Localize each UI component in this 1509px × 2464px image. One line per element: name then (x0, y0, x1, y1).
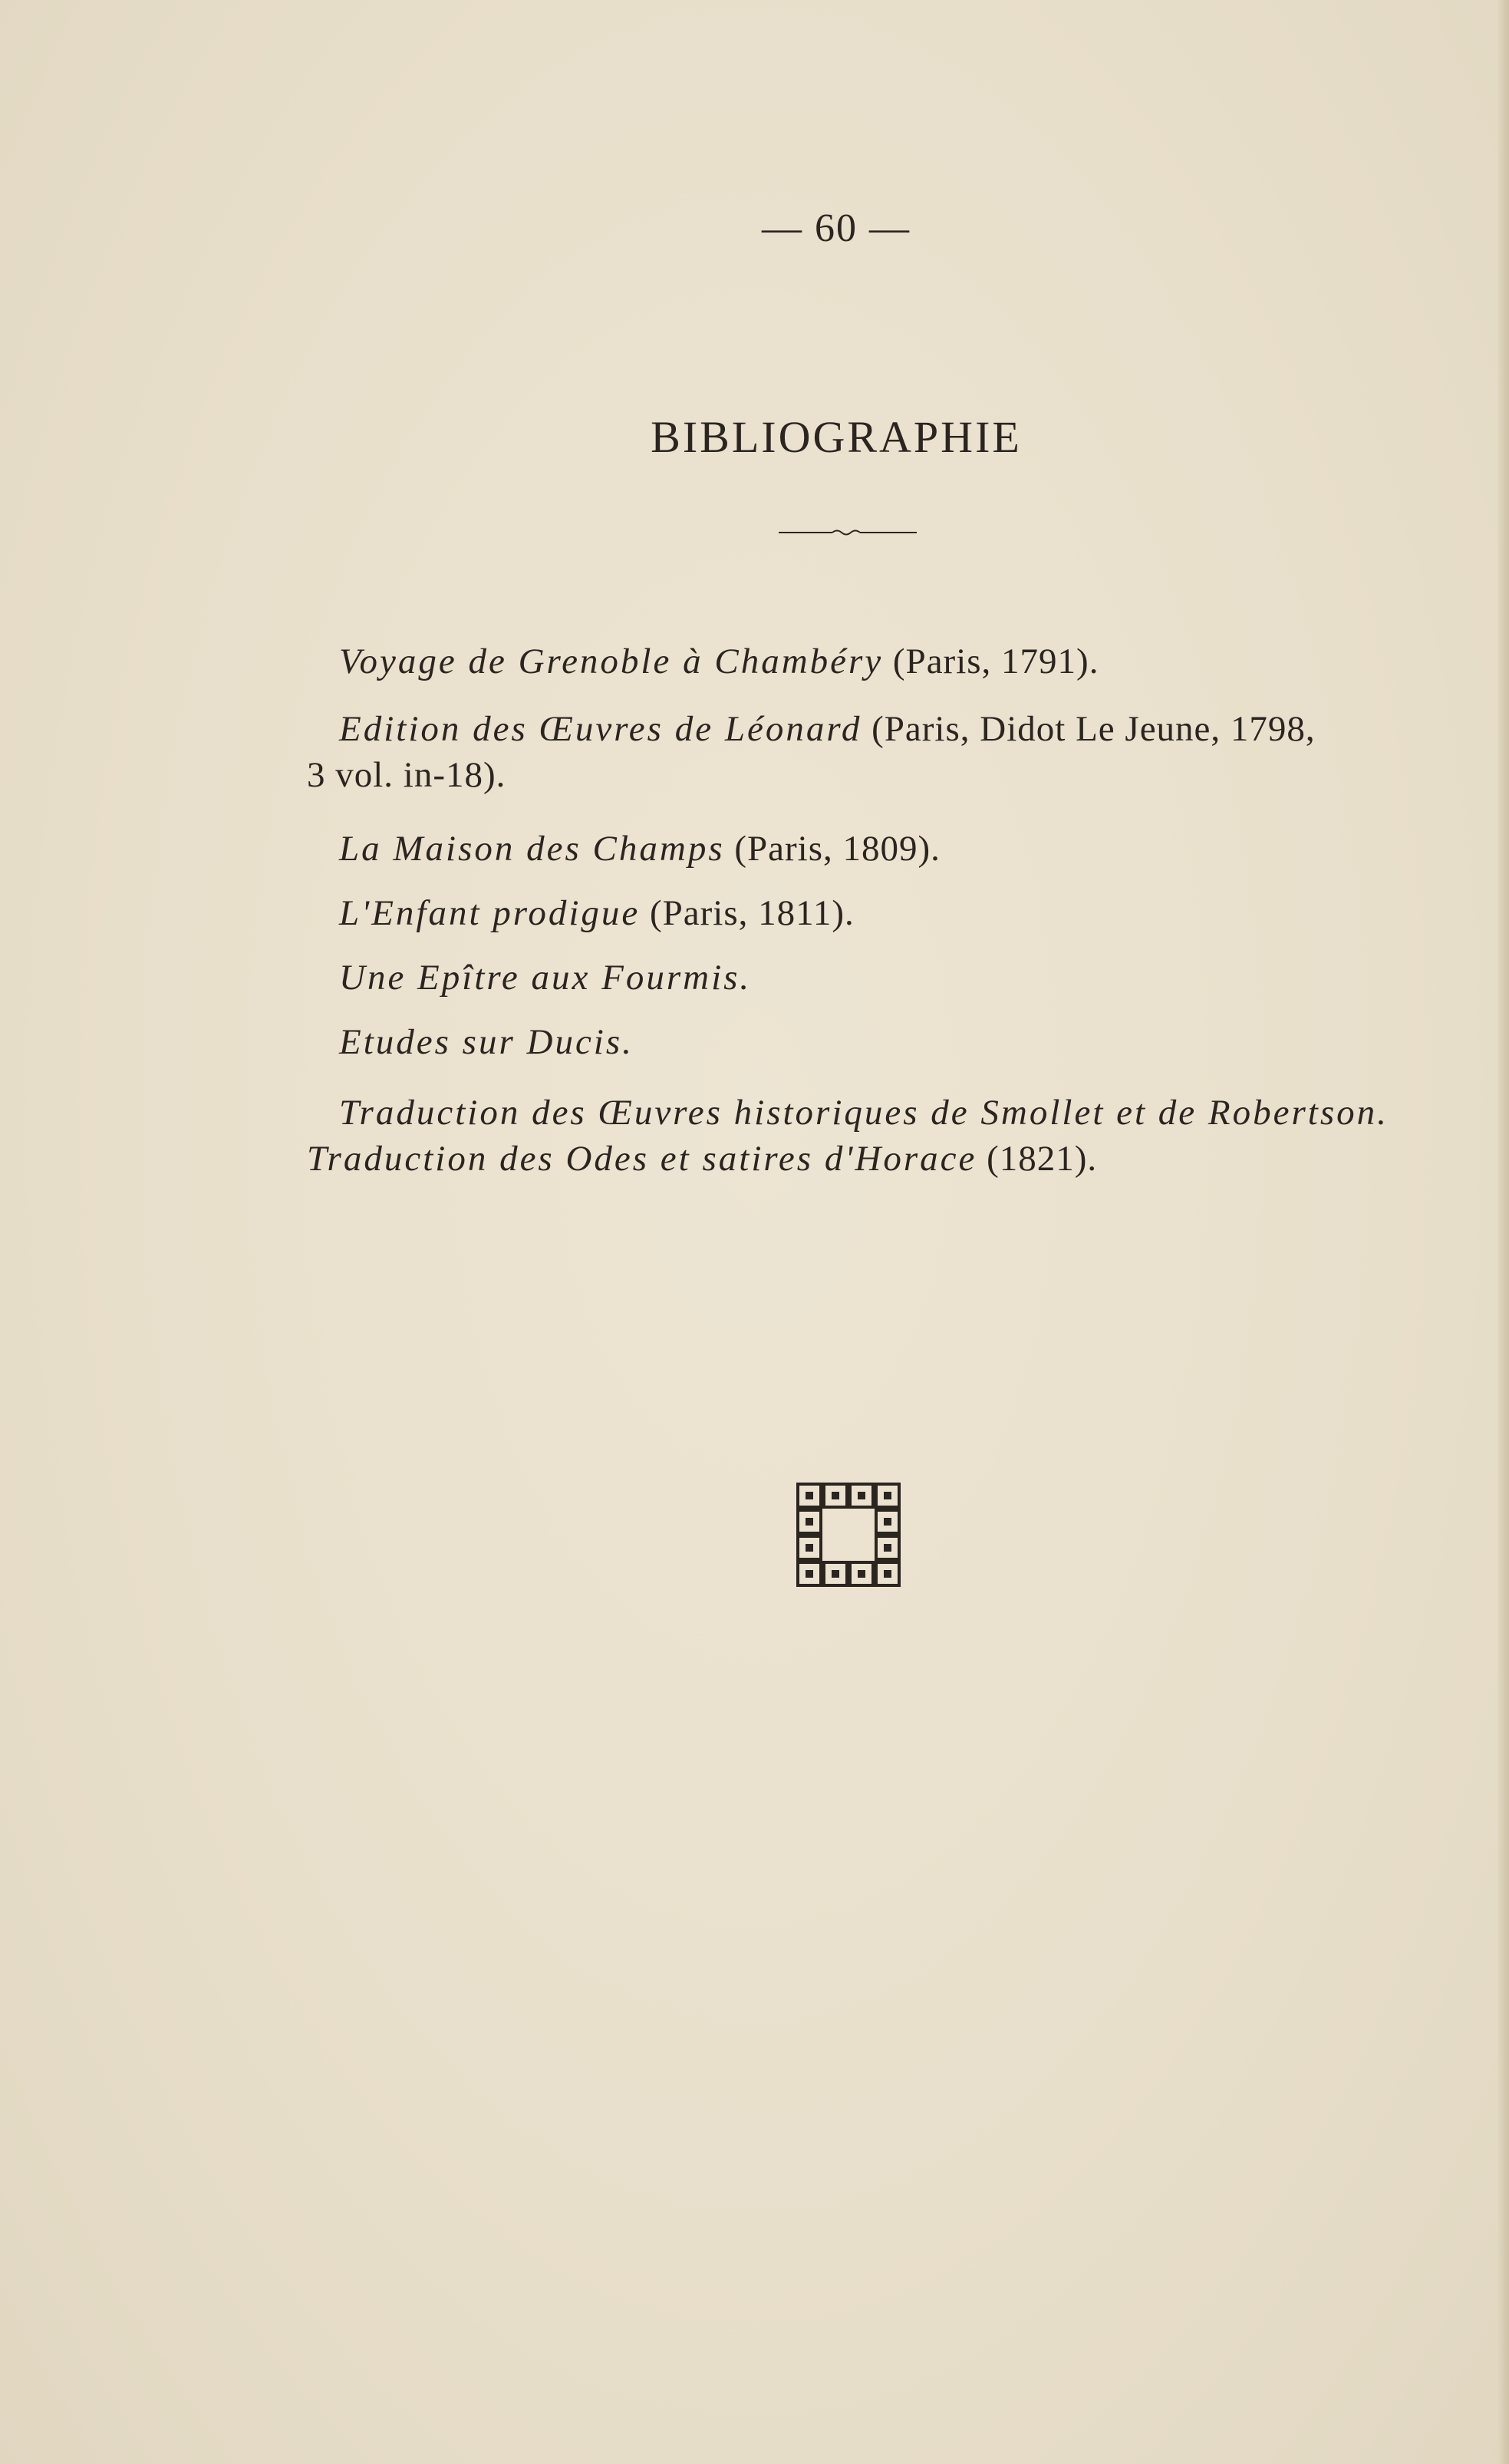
entry-title: L'Enfant prodigue (339, 893, 641, 933)
page-edge (1498, 0, 1509, 2464)
bibliography-list (307, 629, 1427, 1182)
entry-details: (Paris, 1811). (640, 893, 855, 933)
entry-continuation: 3 vol. in-18). (307, 755, 506, 795)
entry-title: Traduction des Œuvres historiques de Smollet et de Robertson. (339, 1093, 1389, 1133)
entry-title: La Maison des Champs (339, 829, 725, 869)
bibliography-entry (307, 629, 1427, 694)
entry-title: Traduction des Odes et satires d'Horace (307, 1139, 977, 1179)
bibliography-entry (307, 706, 1427, 752)
entry-details: (Paris, 1809). (724, 829, 941, 869)
page-number (0, 206, 1509, 251)
entry-title: Etudes sur Ducis. (339, 1022, 634, 1062)
bibliography-entry (307, 816, 1427, 881)
bibliography-entry (307, 1010, 1427, 1074)
bibliography-entry-continuation (307, 752, 1427, 798)
page-title: BIBLIOGRAPHIE (651, 412, 1022, 462)
entry-details: (Paris, 1791). (883, 642, 1099, 681)
entry-title: Edition des Œuvres de Léonard (339, 709, 862, 749)
entry-title: Voyage de Grenoble à Chambéry (339, 642, 884, 681)
square-fleuron-icon (795, 1481, 902, 1588)
page-number-text: — 60 — (762, 206, 911, 250)
entry-title: Une Epître aux Fourmis. (339, 958, 752, 998)
bibliography-entry (307, 1090, 1427, 1136)
bibliography-entry (307, 1136, 1427, 1182)
ornamental-rule-icon (779, 529, 917, 536)
bibliography-entry (307, 945, 1427, 1010)
bibliography-entry (307, 881, 1427, 945)
entry-details: (Paris, Didot Le Jeune, 1798, (862, 709, 1316, 749)
entry-details: (1821). (977, 1139, 1098, 1179)
